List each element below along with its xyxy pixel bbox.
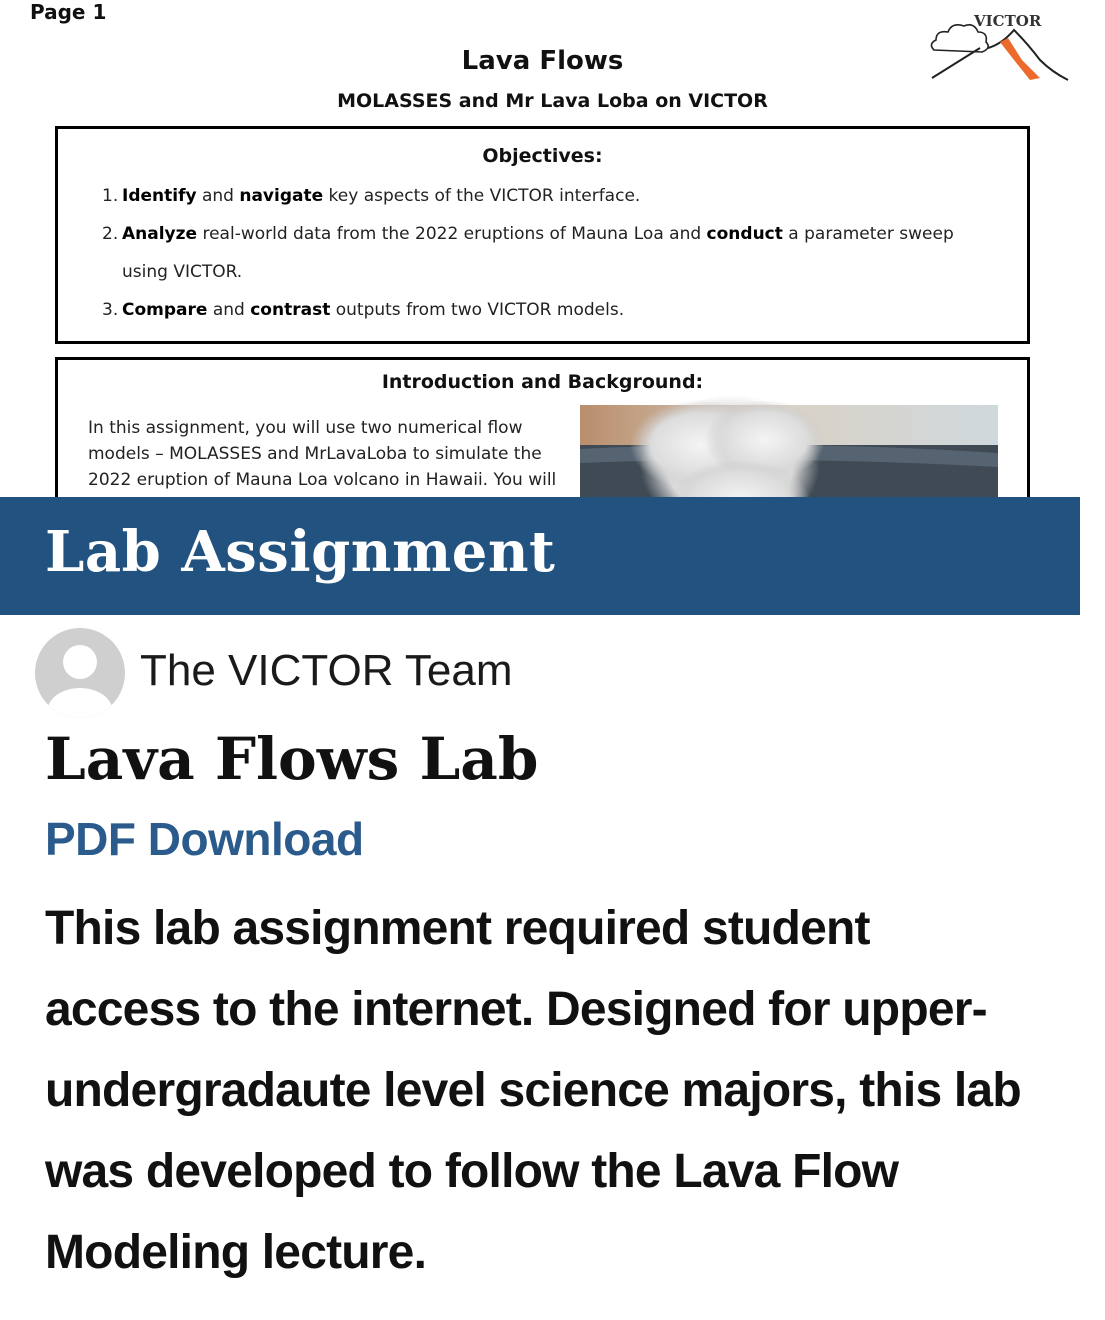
objectives-heading: Objectives: <box>482 145 603 167</box>
introduction-text: In this assignment, you will use two numerical flow models – MOLASSES and MrLavaLoba to simulate the 2022 eruption of Mauna Loa volcano in Hawaii. You will <box>88 418 557 490</box>
document-subtitle: MOLASSES and Mr Lava Loba on VICTOR <box>337 90 768 112</box>
objective-text: real-world data from the 2022 eruptions of Mauna Loa and <box>197 224 707 244</box>
objective-text: and <box>196 186 240 206</box>
objective-keyword: Analyze <box>122 224 198 244</box>
objective-number: 3. <box>102 300 119 320</box>
objective-keyword: Compare <box>122 300 208 320</box>
logo-text: VICTOR <box>974 12 1042 30</box>
lab-description: This lab assignment required student access to the internet. Designed for upper-undergradaute level science majors, this lab was developed to follow the Lava Flow Modeling lecture. <box>45 902 1021 1279</box>
lab-title: Lava Flows Lab <box>45 725 539 793</box>
objective-keyword: navigate <box>239 186 324 206</box>
objective-keyword: contrast <box>250 300 331 320</box>
objectives-list <box>58 177 1027 329</box>
objective-item <box>58 215 1027 291</box>
pdf-download-link[interactable]: PDF Download <box>45 813 364 865</box>
objective-text: a parameter sweep using VICTOR. <box>122 224 954 282</box>
user-avatar-icon[interactable] <box>35 628 125 718</box>
objective-keyword: conduct <box>706 224 783 244</box>
objective-number: 1. <box>102 186 119 206</box>
banner-title: Lab Assignment <box>45 519 556 585</box>
objective-item <box>58 291 1027 329</box>
lab-assignment-banner <box>0 497 1080 615</box>
page-label: Page 1 <box>30 0 107 24</box>
document-title: Lava Flows <box>461 46 624 76</box>
objective-text: key aspects of the VICTOR interface. <box>323 186 641 206</box>
objective-text: and <box>207 300 251 320</box>
pdf-preview[interactable] <box>0 0 1080 497</box>
objective-keyword: Identify <box>122 186 197 206</box>
objectives-box <box>55 126 1030 344</box>
objective-number: 2. <box>102 224 119 244</box>
objective-text: outputs from two VICTOR models. <box>330 300 625 320</box>
author-name[interactable]: The VICTOR Team <box>140 646 513 695</box>
introduction-heading: Introduction and Background: <box>381 371 704 393</box>
objective-item <box>58 177 1027 215</box>
